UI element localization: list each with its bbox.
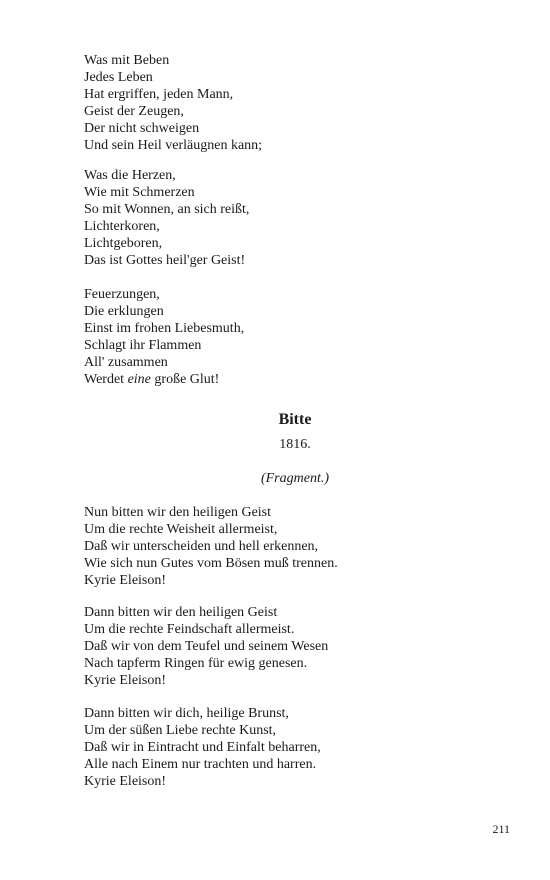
verse-line: Das ist Gottes heil'ger Geist! xyxy=(84,253,246,268)
verse-line: Jedes Leben xyxy=(84,70,153,85)
stanza-top-3 xyxy=(84,286,244,388)
verse-line: Um die rechte Weisheit allermeist, xyxy=(84,522,278,537)
verse-line: Was mit Beben xyxy=(84,53,170,68)
verse-line: All' zusammen xyxy=(84,355,168,370)
verse-line: Daß wir von dem Teufel und seinem Wesen xyxy=(84,639,329,654)
page-number: 211 xyxy=(492,822,510,836)
verse-line-emphasis xyxy=(84,371,244,388)
verse-line: Alle nach Einem nur trachten und harren. xyxy=(84,757,317,772)
verse-line: Und sein Heil verläugnen kann; xyxy=(84,138,263,153)
verse-line: Um die rechte Feindschaft allermeist. xyxy=(84,622,295,637)
verse-line: Daß wir unterscheiden und hell erkennen, xyxy=(84,539,319,554)
poem-stanza-3 xyxy=(84,705,321,790)
verse-line: Hat ergriffen, jeden Mann, xyxy=(84,87,234,102)
verse-line: Nun bitten wir den heiligen Geist xyxy=(84,505,272,520)
verse-line: Was die Herzen, xyxy=(84,168,176,183)
verse-line: Wie mit Schmerzen xyxy=(84,185,195,200)
verse-line: Daß wir in Eintracht und Einfalt beharren, xyxy=(84,740,321,755)
stanza-top-2 xyxy=(84,167,249,269)
verse-text: Werdet xyxy=(84,372,128,387)
verse-text: große Glut! xyxy=(150,372,220,387)
verse-line: Einst im frohen Liebesmuth, xyxy=(84,321,245,336)
verse-line: Wie sich nun Gutes vom Bösen muß trennen. xyxy=(84,556,338,571)
verse-line: Um der süßen Liebe rechte Kunst, xyxy=(84,723,277,738)
poem-stanza-2 xyxy=(84,604,328,689)
verse-line: Lichtgeboren, xyxy=(84,236,163,251)
verse-line: Kyrie Eleison! xyxy=(84,573,167,588)
verse-line: Kyrie Eleison! xyxy=(84,673,167,688)
verse-line: Geist der Zeugen, xyxy=(84,104,184,119)
emphasized-word: eine xyxy=(127,372,151,387)
verse-line: Feuerzungen, xyxy=(84,287,160,302)
verse-line: Dann bitten wir dich, heilige Brunst, xyxy=(84,706,289,721)
poem-year: 1816. xyxy=(279,437,311,452)
verse-line: Schlagt ihr Flammen xyxy=(84,338,202,353)
stanza-top-1 xyxy=(84,52,262,154)
verse-line: Der nicht schweigen xyxy=(84,121,200,136)
verse-line: Lichterkoren, xyxy=(84,219,160,234)
poem-note: (Fragment.) xyxy=(260,471,330,486)
poem-title: Bitte xyxy=(278,411,312,428)
verse-line: So mit Wonnen, an sich reißt, xyxy=(84,202,250,217)
poem-stanza-1 xyxy=(84,504,338,589)
verse-line: Nach tapferm Ringen für ewig genesen. xyxy=(84,656,308,671)
verse-line: Kyrie Eleison! xyxy=(84,774,167,789)
verse-line: Dann bitten wir den heiligen Geist xyxy=(84,605,278,620)
verse-line: Die erklungen xyxy=(84,304,164,319)
